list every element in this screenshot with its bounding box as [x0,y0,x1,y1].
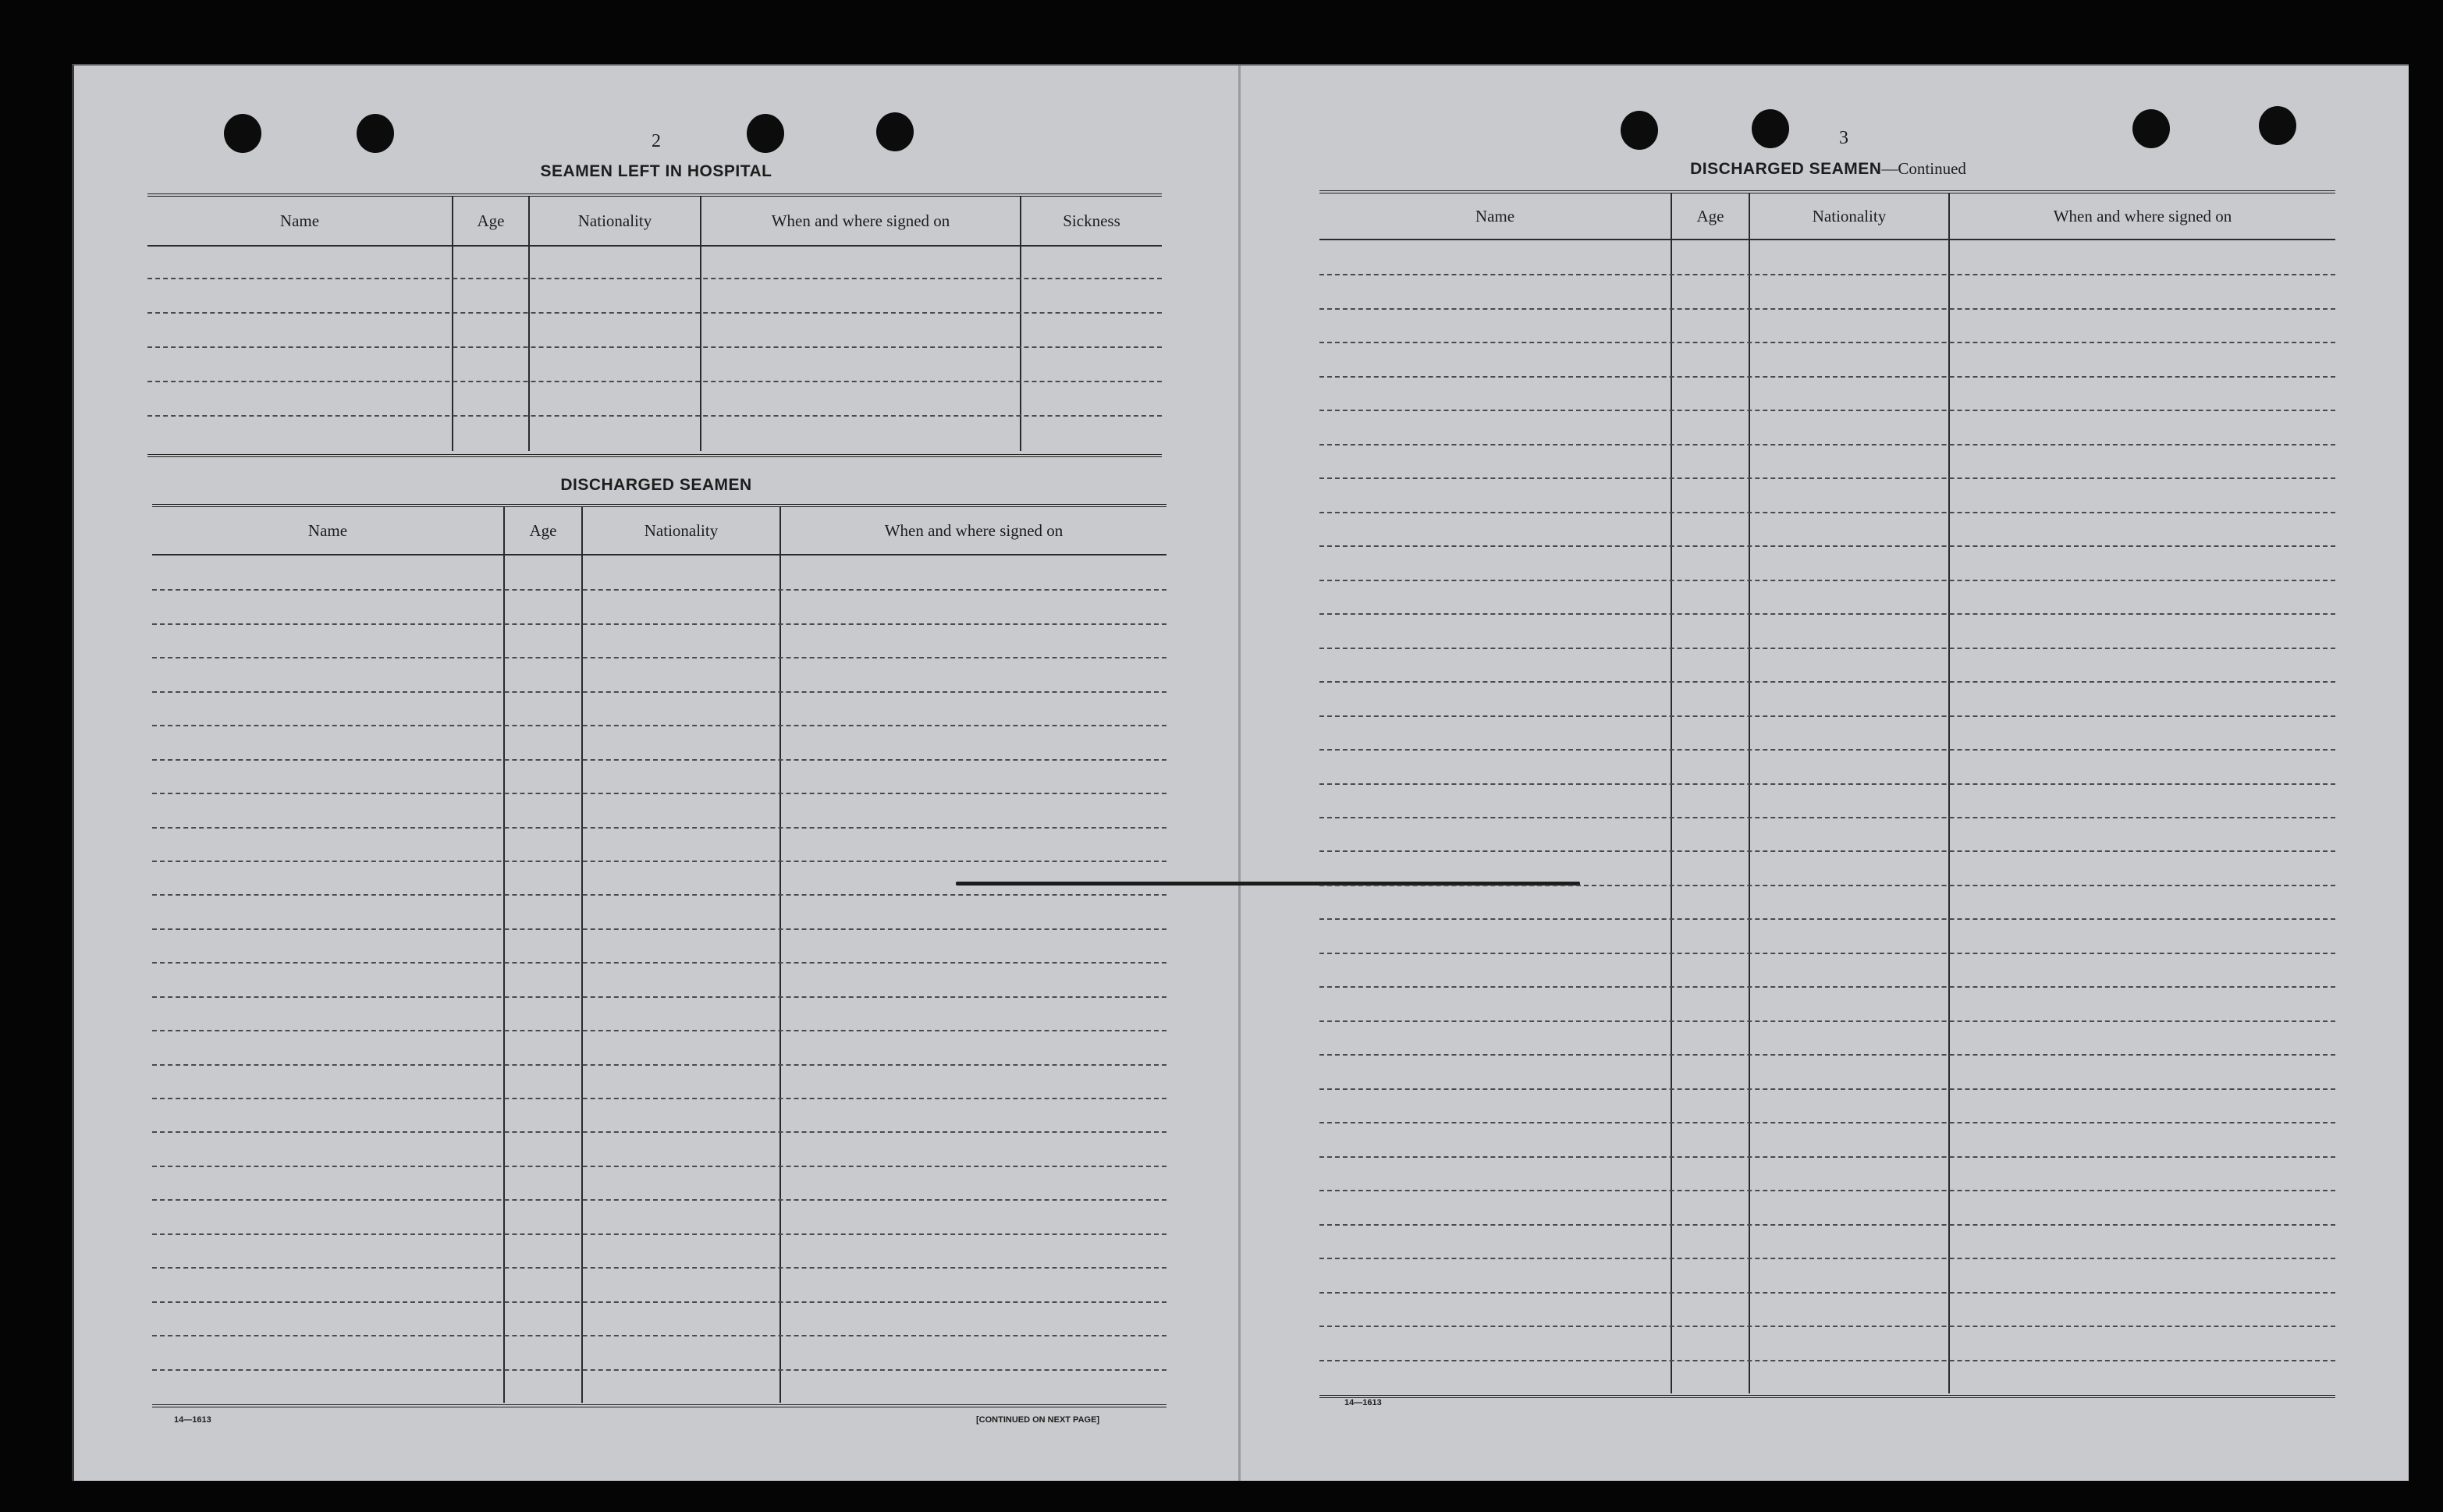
column-header: When and where signed on [2053,206,2232,225]
table-row-rule [1319,1224,2335,1226]
table-row-rule [152,691,1166,693]
table-row-rule [1319,1258,2335,1259]
table-row-rule [1319,850,2335,852]
discharged-continued-title-suffix: —Continued [1881,159,1966,178]
table-row-rule [1319,1190,2335,1191]
table-row-rule [1319,783,2335,785]
column-header: Age [1672,193,1750,239]
table-row-rule [1319,512,2335,513]
table-row-rule [1319,1360,2335,1361]
punch-hole [1752,109,1789,148]
column-header: When and where signed on [701,197,1021,245]
table-row-rule [1319,613,2335,615]
discharged-continued-title [1321,159,2335,179]
column-header: Nationality [530,197,701,245]
table-row-rule [152,623,1166,625]
table-row-rule [1319,1122,2335,1123]
page-number-left: 2 [652,131,661,151]
table-row-rule [152,928,1166,930]
table-row-rule [1319,580,2335,581]
table-row-rule [147,346,1162,348]
column-header: Nationality [1750,193,1950,239]
hospital-table-body [147,247,1162,451]
column-header: Name [152,507,505,554]
hospital-table-header [147,197,1162,247]
punch-hole [1621,111,1658,150]
table-row-rule [152,962,1166,964]
table-row-rule [1319,1054,2335,1056]
page-number-right: 3 [1839,128,1848,148]
hospital-table-title: SEAMEN LEFT IN HOSPITAL [540,162,772,180]
form-number-left: 14—1613 [174,1415,211,1425]
punch-hole [2259,106,2296,145]
document-sheet [72,64,2409,1481]
table-row-rule [152,1030,1166,1031]
table-row-rule [1319,477,2335,479]
table-row-rule [152,759,1166,761]
punch-hole [224,114,261,153]
table-row-rule [152,894,1166,896]
discharged-continued-table [1319,190,2335,1398]
table-row-rule [1319,885,2335,886]
form-number-right: 14—1613 [1344,1398,1382,1407]
discharged-continued-title-main: DISCHARGED SEAMEN [1690,160,1882,178]
column-header: Name [1319,193,1672,239]
table-row-rule [1319,1326,2335,1327]
table-row-rule [1319,953,2335,954]
punch-hole [876,112,914,151]
table-row-rule [152,589,1166,591]
table-row-rule [1319,749,2335,751]
table-row-rule [1319,1088,2335,1090]
discharged-table-body [152,555,1166,1403]
table-row-rule [152,1064,1166,1066]
discharged-continued-table-body [1319,240,2335,1393]
discharged-continued-table-header [1319,193,2335,240]
table-row-rule [1319,410,2335,411]
column-header: Sickness [1063,211,1120,230]
table-row-rule [1319,376,2335,378]
table-row-rule [1319,681,2335,683]
table-row-rule [1319,1156,2335,1158]
table-row-rule [152,996,1166,998]
hospital-table [147,193,1162,457]
table-row-rule [1319,817,2335,818]
discharged-table [152,504,1166,1407]
table-row-rule [152,657,1166,658]
column-rule [503,555,505,1403]
table-row-rule [152,861,1166,862]
table-row-rule [152,1098,1166,1099]
column-header: Age [453,197,530,245]
table-row-rule [152,793,1166,794]
table-row-rule [152,1267,1166,1269]
table-row-rule [152,1301,1166,1303]
table-row-rule [152,725,1166,726]
column-header: Age [505,507,583,554]
table-row-rule [1319,1020,2335,1022]
punch-hole [747,114,784,153]
table-row-rule [1319,648,2335,649]
punch-hole [357,114,394,153]
column-rule [581,555,583,1403]
punch-hole [2132,109,2170,148]
table-row-rule [1319,1292,2335,1294]
table-row-rule [147,381,1162,382]
table-row-rule [1319,545,2335,547]
table-row-rule [1319,986,2335,988]
table-row-rule [1319,444,2335,445]
column-rule [779,555,781,1403]
table-row-rule [152,827,1166,829]
table-row-rule [1319,342,2335,343]
table-row-rule [147,312,1162,314]
table-row-rule [1319,918,2335,920]
column-header: Nationality [583,507,781,554]
table-row-rule [1319,274,2335,275]
table-row-rule [152,1335,1166,1336]
center-fold [1238,66,1241,1481]
continued-note: [CONTINUED ON NEXT PAGE] [976,1415,1100,1425]
table-row-rule [1319,715,2335,717]
table-row-rule [152,1166,1166,1167]
column-header: When and where signed on [884,520,1063,540]
discharged-table-title: DISCHARGED SEAMEN [560,476,752,494]
column-header: Name [147,197,453,245]
table-row-rule [147,415,1162,417]
table-row-rule [152,1199,1166,1201]
table-row-rule [1319,308,2335,310]
table-row-rule [152,1369,1166,1371]
discharged-table-header [152,507,1166,555]
table-row-rule [147,278,1162,279]
table-row-rule [152,1233,1166,1235]
table-row-rule [152,1131,1166,1133]
